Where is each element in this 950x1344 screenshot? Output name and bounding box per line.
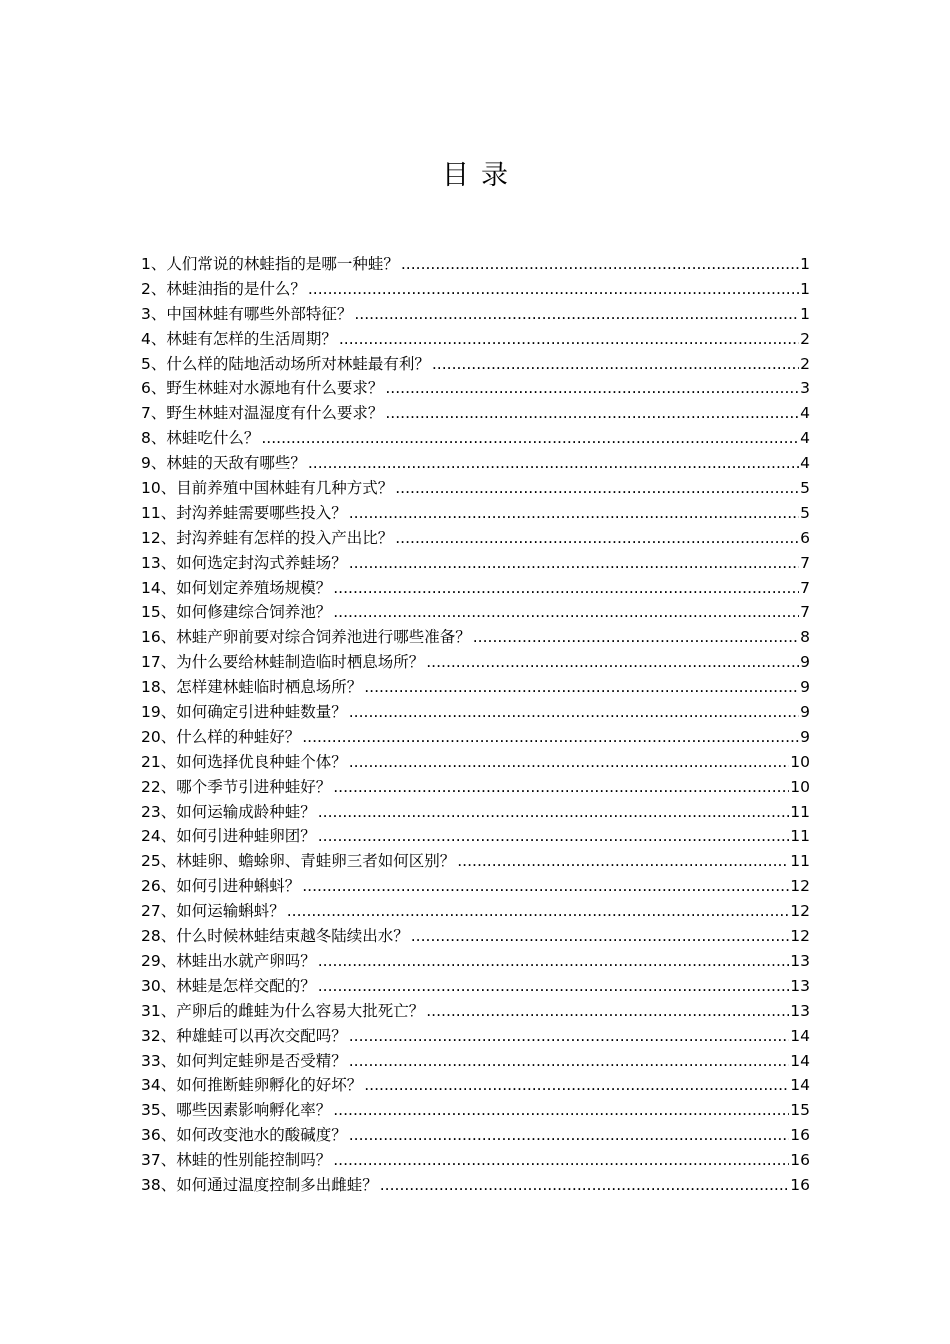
toc-entry-title: 14、如何划定养殖场规模？ — [141, 578, 332, 597]
toc-entry-title: 2、林蛙油指的是什么？ — [141, 279, 306, 298]
toc-page-number: 2 — [800, 354, 810, 373]
toc-page-number: 12 — [790, 877, 810, 896]
toc-entry[interactable] — [141, 974, 810, 999]
toc-entry[interactable] — [141, 824, 810, 849]
toc-page-number: 16 — [790, 1126, 810, 1145]
toc-dot-leader — [308, 451, 799, 476]
toc-entry[interactable] — [141, 750, 810, 775]
toc-page-number: 6 — [800, 528, 810, 547]
toc-entry-title: 17、为什么要给林蛙制造临时栖息场所？ — [141, 653, 425, 672]
toc-entry-title: 24、如何引进种蛙卵团？ — [141, 827, 316, 846]
toc-entry-title: 19、如何确定引进种蛙数量？ — [141, 703, 347, 722]
toc-entry-title: 1、人们常说的林蛙指的是哪一种蛙？ — [141, 255, 399, 273]
toc-dot-leader — [349, 1049, 790, 1074]
toc-page-number: 13 — [790, 951, 810, 970]
toc-entry[interactable] — [141, 1123, 810, 1148]
toc-page-number: 16 — [790, 1151, 810, 1170]
toc-page-number: 2 — [800, 329, 810, 348]
toc-dot-leader — [333, 775, 789, 800]
toc-dot-leader — [287, 899, 790, 924]
toc-page-number: 9 — [800, 703, 810, 722]
toc-dot-leader — [349, 750, 790, 775]
toc-dot-leader — [473, 625, 799, 650]
toc-entry[interactable] — [141, 277, 810, 302]
toc-entry[interactable] — [141, 576, 810, 601]
toc-entry[interactable] — [141, 1173, 810, 1198]
toc-entry[interactable] — [141, 725, 810, 750]
toc-entry[interactable] — [141, 376, 810, 401]
toc-dot-leader — [432, 352, 799, 377]
toc-page-number: 9 — [800, 653, 810, 672]
toc-entry-title: 35、哪些因素影响孵化率？ — [141, 1101, 332, 1120]
toc-entry[interactable] — [141, 600, 810, 625]
toc-entry-title: 10、目前养殖中国林蛙有几种方式？ — [141, 479, 394, 498]
toc-entry[interactable] — [141, 451, 810, 476]
toc-page-number: 1 — [800, 255, 810, 273]
toc-entry-title: 13、如何选定封沟式养蛙场？ — [141, 553, 347, 572]
toc-entry-title: 27、如何运输蝌蚪？ — [141, 902, 285, 921]
toc-dot-leader — [364, 675, 799, 700]
toc-page-number: 3 — [800, 379, 810, 398]
toc-entry[interactable] — [141, 551, 810, 576]
toc-dot-leader — [364, 1073, 789, 1098]
toc-page-number: 14 — [790, 1076, 810, 1095]
toc-page-number: 14 — [790, 1051, 810, 1070]
toc-entry[interactable] — [141, 999, 810, 1024]
toc-page-number: 13 — [790, 1001, 810, 1020]
toc-entry-title: 21、如何选择优良种蛙个体？ — [141, 752, 347, 771]
toc-dot-leader — [426, 999, 789, 1024]
toc-entry[interactable] — [141, 1073, 810, 1098]
toc-page-number: 10 — [790, 752, 810, 771]
toc-dot-leader — [261, 426, 799, 451]
toc-entry-title: 26、如何引进种蝌蚪？ — [141, 877, 301, 896]
toc-dot-leader — [385, 376, 799, 401]
toc-dot-leader — [302, 874, 789, 899]
toc-entry-title: 12、封沟养蛙有怎样的投入产出比？ — [141, 528, 394, 547]
toc-entry[interactable] — [141, 800, 810, 825]
toc-entry-title: 32、种雄蛙可以再次交配吗？ — [141, 1026, 347, 1045]
toc-page-number: 4 — [800, 429, 810, 448]
toc-dot-leader — [426, 650, 799, 675]
toc-dot-leader — [349, 501, 799, 526]
toc-entry-title: 34、如何推断蛙卵孵化的好坏？ — [141, 1076, 363, 1095]
toc-dot-leader — [308, 277, 799, 302]
toc-dot-leader — [349, 700, 799, 725]
toc-entry[interactable] — [141, 426, 810, 451]
toc-entry[interactable] — [141, 899, 810, 924]
toc-entry-title: 33、如何判定蛙卵是否受精？ — [141, 1051, 347, 1070]
toc-entry-title: 36、如何改变池水的酸碱度？ — [141, 1126, 347, 1145]
toc-entry-title: 11、封沟养蛙需要哪些投入？ — [141, 503, 347, 522]
toc-entry-title: 15、如何修建综合饲养池？ — [141, 603, 332, 622]
toc-page-number: 12 — [790, 927, 810, 946]
toc-entry-title: 25、林蛙卵、蟾蜍卵、青蛙卵三者如何区别？ — [141, 852, 456, 871]
toc-dot-leader — [395, 476, 799, 501]
toc-dot-leader — [349, 551, 799, 576]
toc-page-number: 7 — [800, 603, 810, 622]
toc-entry[interactable] — [141, 1024, 810, 1049]
toc-page-number: 5 — [800, 479, 810, 498]
toc-page-number: 4 — [800, 454, 810, 473]
toc-entry[interactable] — [141, 700, 810, 725]
toc-page-number: 9 — [800, 678, 810, 697]
toc-entry[interactable] — [141, 1148, 810, 1173]
toc-entry-title: 9、林蛙的天敌有哪些？ — [141, 454, 306, 473]
toc-page-number: 5 — [800, 503, 810, 522]
toc-entry-title: 18、怎样建林蛙临时栖息场所？ — [141, 678, 363, 697]
toc-entry[interactable] — [141, 1098, 810, 1123]
toc-entry[interactable] — [141, 775, 810, 800]
toc-page-number: 7 — [800, 553, 810, 572]
toc-page-number: 11 — [790, 802, 810, 821]
toc-entry[interactable] — [141, 327, 810, 352]
toc-entry-title: 22、哪个季节引进种蛙好？ — [141, 777, 332, 796]
toc-dot-leader — [302, 725, 799, 750]
toc-page-number: 1 — [800, 279, 810, 298]
toc-dot-leader — [333, 576, 799, 601]
toc-entry-title: 16、林蛙产卵前要对综合饲养池进行哪些准备？ — [141, 628, 471, 647]
toc-entry[interactable] — [141, 650, 810, 675]
toc-page-number: 16 — [790, 1175, 810, 1194]
toc-page-number: 15 — [790, 1101, 810, 1120]
toc-entry-title: 6、野生林蛙对水源地有什么要求？ — [141, 379, 384, 398]
toc-page-number: 1 — [800, 304, 810, 323]
toc-entry[interactable] — [141, 302, 810, 327]
toc-entry-title: 4、林蛙有怎样的生活周期？ — [141, 329, 337, 348]
toc-entry-title: 28、什么时候林蛙结束越冬陆续出水？ — [141, 927, 409, 946]
toc-dot-leader — [333, 1098, 789, 1123]
toc-page-number: 10 — [790, 777, 810, 796]
toc-dot-leader — [339, 327, 799, 352]
toc-entry-title: 38、如何通过温度控制多出雌蛙？ — [141, 1175, 378, 1194]
toc-dot-leader — [318, 800, 790, 825]
toc-page-number: 11 — [790, 852, 810, 871]
toc-entry-title: 29、林蛙出水就产卵吗？ — [141, 951, 316, 970]
toc-entry[interactable] — [141, 501, 810, 526]
toc-page-number: 4 — [800, 404, 810, 423]
toc-entry[interactable] — [141, 401, 810, 426]
toc-dot-leader — [333, 1148, 789, 1173]
toc-dot-leader — [411, 924, 790, 949]
toc-page-number: 11 — [790, 827, 810, 846]
toc-page-number: 13 — [790, 976, 810, 995]
toc-dot-leader — [318, 824, 790, 849]
toc-dot-leader — [318, 974, 790, 999]
toc-page-number: 12 — [790, 902, 810, 921]
toc-page-number: 7 — [800, 578, 810, 597]
toc-dot-leader — [401, 252, 799, 277]
toc-entry-title: 7、野生林蛙对温湿度有什么要求？ — [141, 404, 384, 423]
toc-dot-leader — [349, 1123, 790, 1148]
toc-dot-leader — [457, 849, 789, 874]
toc-entry[interactable] — [141, 625, 810, 650]
table-of-contents — [141, 252, 810, 1198]
toc-entry-title: 5、什么样的陆地活动场所对林蛙最有利？ — [141, 354, 430, 373]
toc-page-number: 14 — [790, 1026, 810, 1045]
toc-dot-leader — [395, 526, 799, 551]
toc-entry[interactable] — [141, 352, 810, 377]
toc-entry-title: 30、林蛙是怎样交配的？ — [141, 976, 316, 995]
toc-entry-title: 3、中国林蛙有哪些外部特征？ — [141, 304, 353, 323]
toc-dot-leader — [380, 1173, 790, 1198]
toc-entry-title: 20、什么样的种蛙好？ — [141, 727, 301, 746]
toc-dot-leader — [354, 302, 799, 327]
toc-entry[interactable] — [141, 526, 810, 551]
toc-entry[interactable] — [141, 476, 810, 501]
toc-entry-title: 8、林蛙吃什么？ — [141, 429, 260, 448]
toc-entry[interactable] — [141, 1049, 810, 1074]
page-title: 目录 — [442, 160, 520, 191]
toc-entry-title: 23、如何运输成龄种蛙？ — [141, 802, 316, 821]
toc-entry-title: 31、产卵后的雌蛙为什么容易大批死亡？ — [141, 1001, 425, 1020]
toc-dot-leader — [318, 949, 790, 974]
toc-entry[interactable] — [141, 675, 810, 700]
toc-entry-title: 37、林蛙的性别能控制吗？ — [141, 1151, 332, 1170]
toc-page-number: 9 — [800, 727, 810, 746]
toc-dot-leader — [385, 401, 799, 426]
toc-entry[interactable] — [141, 252, 810, 277]
toc-entry[interactable] — [141, 849, 810, 874]
toc-page-number: 8 — [800, 628, 810, 647]
toc-entry[interactable] — [141, 949, 810, 974]
toc-dot-leader — [333, 600, 799, 625]
toc-entry[interactable] — [141, 924, 810, 949]
toc-entry[interactable] — [141, 874, 810, 899]
toc-dot-leader — [349, 1024, 790, 1049]
